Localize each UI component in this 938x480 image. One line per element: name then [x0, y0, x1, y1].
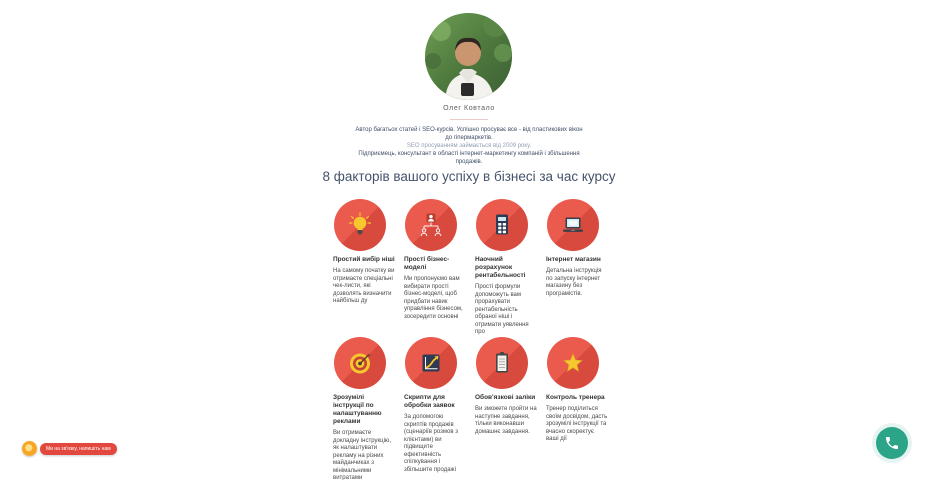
feature-title: Простий вибір ніші — [333, 256, 395, 263]
lightbulb-icon — [346, 211, 374, 239]
feature-icon-circle — [476, 199, 528, 251]
feature-card — [546, 197, 608, 335]
profile-bio-line: Підприємець, консультант в області інтернет-маркетингу компаній і збільшення продажів. — [358, 151, 580, 165]
feature-icon-circle — [405, 337, 457, 389]
feature-card — [404, 197, 466, 335]
feature-description: Ви зможете пройти на наступне завдання, тільки виконавши домашнє завдання. — [475, 406, 537, 435]
feature-description: Ви отримаєте докладну інструкцію, як налаштувати рекламу на різних майданчиках з мінімальними витратами — [333, 430, 392, 480]
feature-description: За допомогою скриптів продажів (сценаріїв розмов з клієнтами) ви підвищите ефективність спілкування і збільшите продажі — [404, 414, 458, 473]
feature-description: Тренер поділиться своїм досвідом, дасть зрозумілі інструкції та вчасно скоректує ваші дії — [546, 406, 608, 442]
feature-card — [404, 335, 466, 473]
profile-name: Олег Ковтало — [443, 105, 495, 112]
sales-chart-icon — [417, 349, 445, 377]
feature-icon-circle — [547, 337, 599, 389]
feature-description: На самому початку ви отримаєте спеціальні чек-листи, які дозволять визначити найбільш ду — [333, 268, 395, 304]
phone-icon — [884, 435, 900, 451]
chat-widget-badge[interactable]: Ми на зв'язку, напишіть нам — [40, 443, 117, 455]
feature-card — [475, 197, 537, 335]
avatar-photo-placeholder — [425, 13, 512, 100]
feature-icon-circle — [405, 199, 457, 251]
feature-title: Наочний розрахунок рентабельності — [475, 256, 526, 279]
feature-card — [333, 335, 395, 480]
chat-widget[interactable] — [22, 441, 117, 456]
feature-description: Прості формули допоможуть вам прорахувати рентабельність обраної ніші і отримати уявлення про — [475, 284, 529, 335]
feature-card — [546, 335, 608, 473]
feature-card — [333, 197, 395, 335]
chat-widget-icon[interactable] — [22, 441, 37, 456]
feature-description: Ми пропонуємо вам вибирати прості бізнес-моделі, щоб придбати навик управління бізнесом, зосередити основні — [404, 276, 463, 320]
section-heading: 8 факторів вашого успіху в бізнесі за час курсу — [322, 169, 616, 184]
calculator-icon — [488, 211, 516, 239]
feature-title: Обов'язкові заліки — [475, 394, 536, 401]
target-icon — [346, 349, 374, 377]
callback-phone-button[interactable] — [876, 427, 908, 459]
feature-title: Зрозумілі інструкції по налаштуванню реклами — [333, 394, 382, 425]
feature-icon-circle — [334, 337, 386, 389]
features-grid — [333, 197, 608, 480]
feature-title: Інтернет магазин — [546, 256, 601, 263]
feature-card — [475, 335, 537, 473]
feature-icon-circle — [334, 199, 386, 251]
feature-title: Прості бізнес-моделі — [404, 256, 450, 271]
feature-icon-circle — [547, 199, 599, 251]
name-divider — [450, 119, 488, 120]
clipboard-icon — [488, 349, 516, 377]
feature-title: Скрипти для обробки заявок — [404, 394, 455, 409]
feature-title: Контроль тренера — [546, 394, 605, 401]
laptop-icon — [559, 211, 587, 239]
star-icon — [559, 349, 587, 377]
profile-bio — [354, 126, 584, 166]
profile-bio-line: SEO просуванням займається від 2009 року. — [406, 143, 532, 149]
org-chart-icon — [417, 211, 445, 239]
feature-description: Детальна інструкція по запуску інтернет магазину без програмістів. — [546, 268, 602, 297]
feature-icon-circle — [476, 337, 528, 389]
avatar — [425, 13, 512, 100]
profile-bio-line: Автор багатьох статей і SEO-курсів. Успішно просуває все - від пластикових вікон до гіпермаркетів. — [355, 127, 583, 141]
